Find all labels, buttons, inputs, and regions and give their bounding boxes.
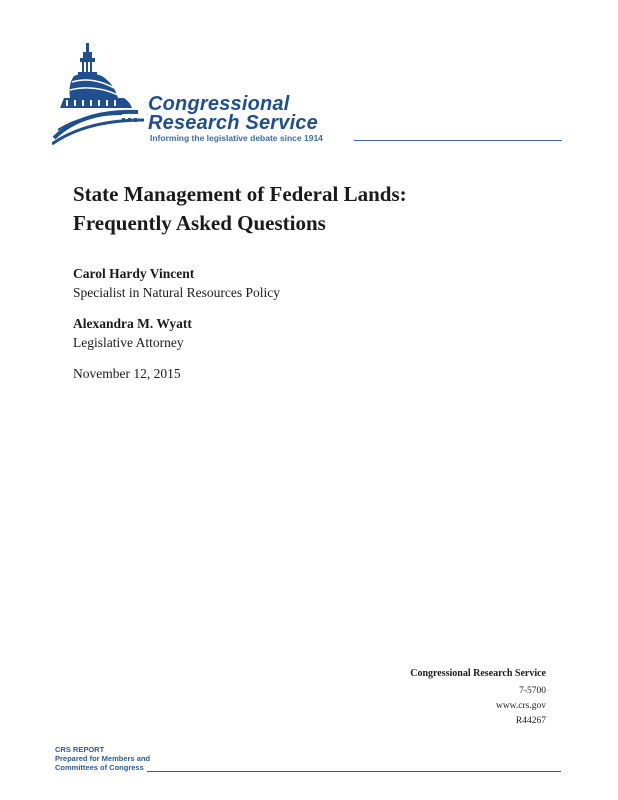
capitol-dome-icon xyxy=(52,40,162,152)
logo-divider xyxy=(354,140,562,141)
logo-name-line1: Congressional xyxy=(148,93,290,115)
footer-line-1: Prepared for Members and xyxy=(55,754,151,763)
footer-divider xyxy=(147,771,561,772)
title-line-2: Frequently Asked Questions xyxy=(73,211,326,235)
crs-org-name: Congressional Research Service xyxy=(410,668,546,679)
author-block xyxy=(73,264,280,302)
logo-tagline: Informing the legislative debate since 1914 xyxy=(150,133,323,143)
crs-info-block xyxy=(410,666,546,729)
report-date: November 12, 2015 xyxy=(73,366,181,381)
author-name: Carol Hardy Vincent xyxy=(73,266,195,281)
crs-logo xyxy=(52,40,572,152)
crs-url-link[interactable]: www.crs.gov xyxy=(495,701,546,711)
logo-name-line2: Research Service xyxy=(148,112,318,134)
logo-wordmark xyxy=(148,95,318,133)
crs-report-footer xyxy=(55,745,150,772)
footer-title: CRS REPORT xyxy=(55,745,105,754)
author-name: Alexandra M. Wyatt xyxy=(73,316,192,331)
author-role: Legislative Attorney xyxy=(73,335,184,350)
author-role: Specialist in Natural Resources Policy xyxy=(73,285,280,300)
crs-code: 7-5700 xyxy=(519,686,546,696)
author-block xyxy=(73,314,192,352)
report-number: R44267 xyxy=(515,716,546,726)
title-line-1: State Management of Federal Lands: xyxy=(73,182,407,206)
report-title xyxy=(73,180,553,238)
footer-line-2: Committees of Congress xyxy=(55,763,144,772)
